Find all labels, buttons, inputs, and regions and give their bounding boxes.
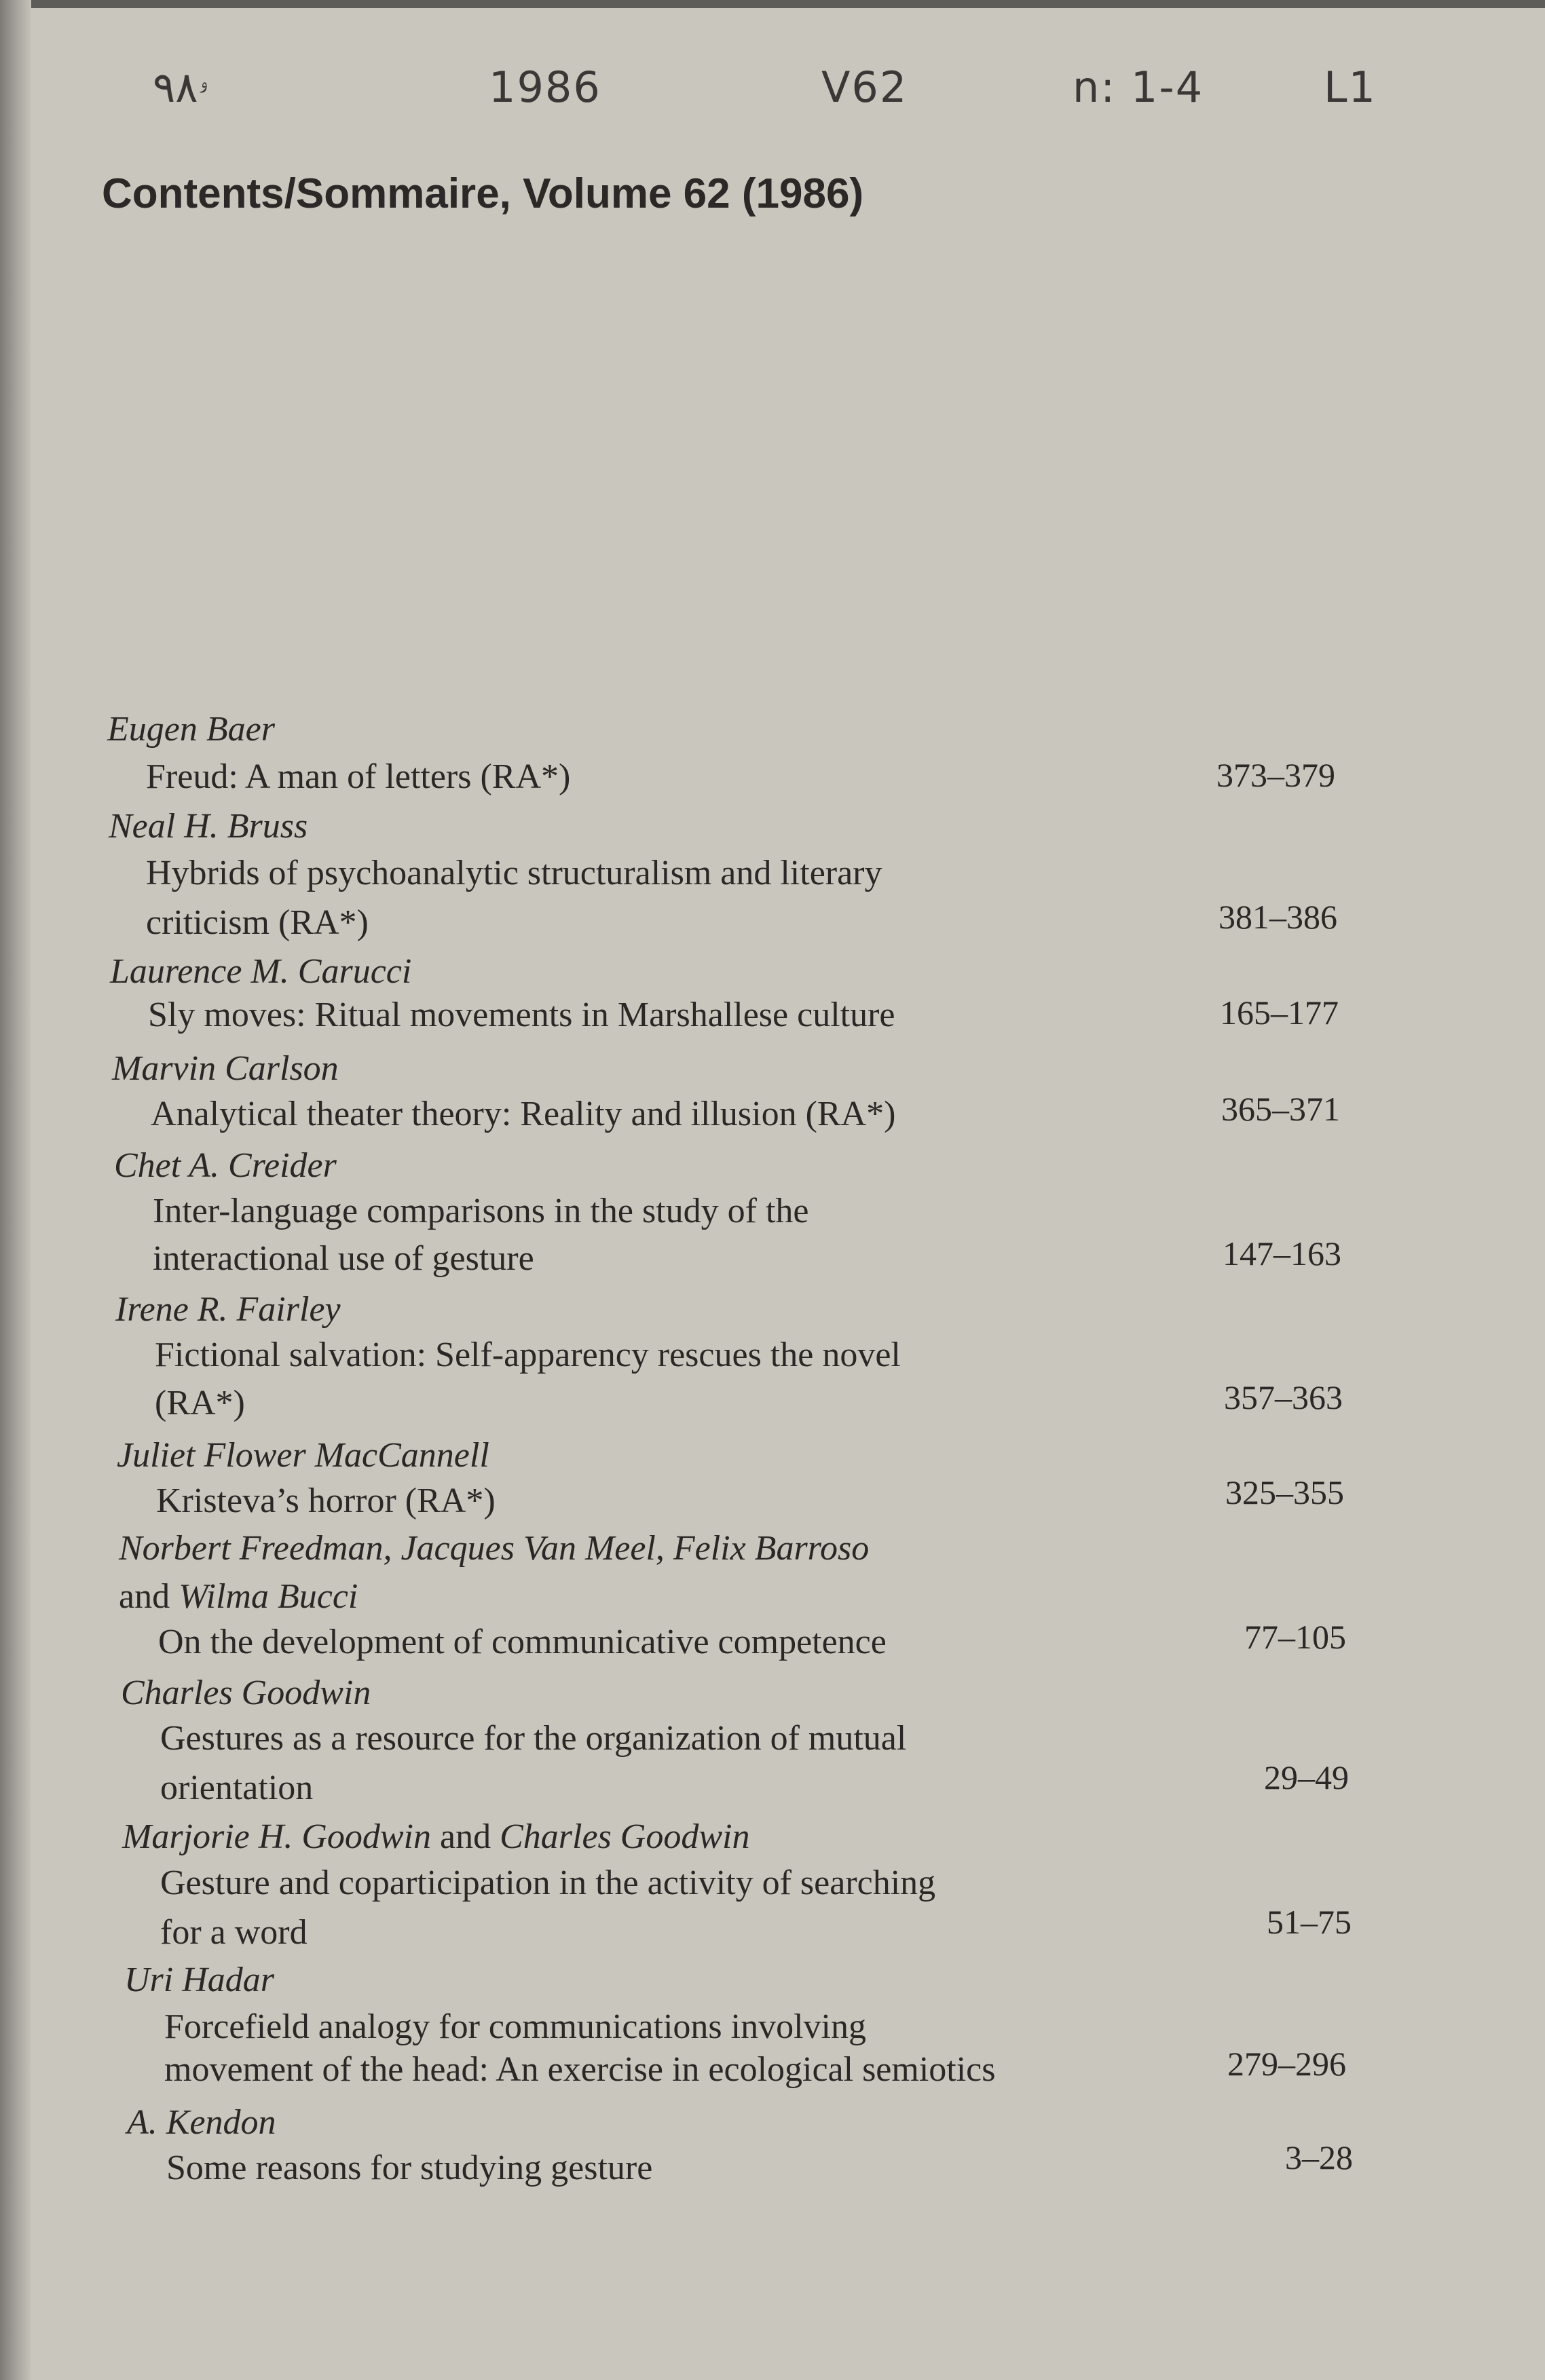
entry-pages: 357–363	[1224, 1378, 1343, 1416]
entry-title-line: Forcefield analogy for communications involving	[164, 2007, 866, 2046]
entry-pages: 147–163	[1223, 1234, 1341, 1272]
entry-author: Laurence M. Carucci	[110, 952, 412, 991]
entry-author: Uri Hadar	[124, 1961, 275, 1999]
entry-title-line: Inter-language comparisons in the study of the	[153, 1192, 809, 1230]
entry-author	[122, 1817, 749, 1857]
entry-pages: 325–355	[1225, 1473, 1344, 1511]
entry-author: Juliet Flower MacCannell	[117, 1436, 489, 1475]
author-conjunction: and	[440, 1817, 491, 1856]
entry-pages: 373–379	[1216, 756, 1335, 794]
entry-author: Chet A. Creider	[114, 1146, 337, 1185]
entry-pages: 365–371	[1221, 1090, 1340, 1128]
handwritten-note-5: L1	[1324, 62, 1377, 112]
entry-pages: 3–28	[1285, 2138, 1353, 2176]
entry-title-line: interactional use of gesture	[153, 1239, 534, 1278]
entry-pages: 29–49	[1264, 1758, 1349, 1796]
page-title: Contents/Sommaire, Volume 62 (1986)	[102, 170, 864, 217]
author-conjunction: and	[119, 1577, 170, 1616]
entry-pages: 165–177	[1220, 994, 1339, 1032]
entry-title-line: movement of the head: An exercise in ecological semiotics	[164, 2050, 996, 2089]
entry-author: Norbert Freedman, Jacques Van Meel, Felix Barroso	[119, 1529, 870, 1568]
entry-title-line: Gestures as a resource for the organization of mutual	[160, 1719, 907, 1758]
entry-author: Neal H. Bruss	[109, 807, 308, 846]
entry-pages: 381–386	[1218, 898, 1337, 936]
handwritten-note-4: n: 1-4	[1073, 62, 1204, 112]
entry-pages: 279–296	[1227, 2045, 1346, 2083]
entry-title-line: for a word	[160, 1913, 308, 1952]
entry-author: A. Kendon	[127, 2103, 276, 2142]
entry-author: Charles Goodwin	[121, 1674, 371, 1712]
entry-pages: 77–105	[1244, 1618, 1346, 1656]
entry-title-line: Some reasons for studying gesture	[166, 2149, 653, 2187]
entry-title-line: Kristeva’s horror (RA*)	[156, 1481, 496, 1520]
entry-title-line: orientation	[160, 1769, 314, 1807]
handwritten-note-3: V62	[821, 62, 908, 112]
entry-title-line: Analytical theater theory: Reality and illusion (RA*)	[151, 1095, 896, 1133]
entry-author: Marvin Carlson	[112, 1049, 339, 1088]
entry-title-line: (RA*)	[155, 1384, 245, 1422]
entry-title-line: Fictional salvation: Self-apparency rescues the novel	[155, 1336, 901, 1374]
entry-title-line: Gesture and coparticipation in the activity of searching	[160, 1864, 936, 1902]
author-name: Wilma Bucci	[179, 1577, 358, 1616]
entry-title-line: Freud: A man of letters (RA*)	[146, 757, 571, 796]
entry-pages: 51–75	[1267, 1903, 1352, 1941]
entry-title-line: criticism (RA*)	[146, 903, 369, 942]
author-name: Marjorie H. Goodwin	[122, 1817, 431, 1856]
entry-title-line: Sly moves: Ritual movements in Marshallese culture	[148, 996, 895, 1034]
entry-author-continued	[119, 1576, 358, 1617]
handwritten-note-2: 1986	[489, 62, 601, 112]
book-spine-shadow	[0, 0, 31, 2380]
entry-author: Eugen Baer	[107, 710, 275, 749]
page-top-edge	[0, 0, 1545, 8]
entry-title-line: On the development of communicative competence	[158, 1623, 887, 1661]
entry-title-line: Hybrids of psychoanalytic structuralism and literary	[146, 854, 882, 892]
entry-author: Irene R. Fairley	[115, 1290, 341, 1329]
handwritten-note-1: ۥ٩٨	[153, 62, 209, 112]
author-name: Charles Goodwin	[500, 1817, 750, 1856]
